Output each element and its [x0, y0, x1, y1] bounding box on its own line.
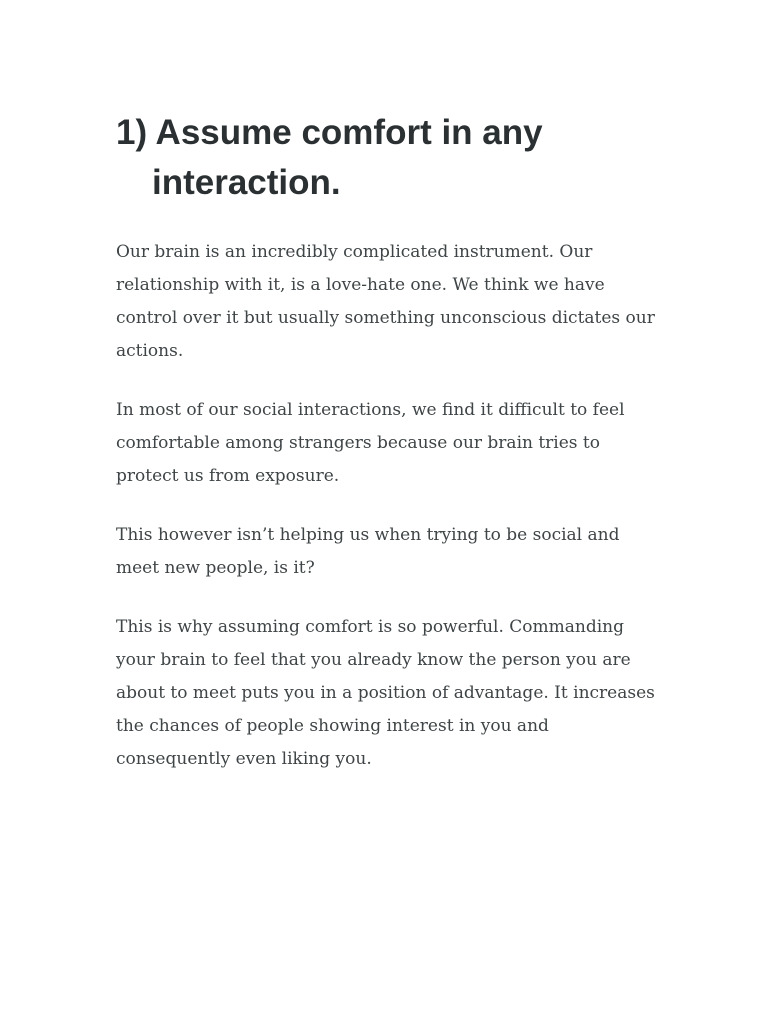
- section-heading: 1) Assume comfort in any interaction.: [116, 113, 543, 202]
- paragraph-3: This however isn’t helping us when trying to be social and meet new people, is it?: [116, 525, 620, 578]
- paragraph-2: In most of our social interactions, we find it difficult to feel comfortable among strangers because our brain tries to protect us from exposure.: [116, 400, 625, 486]
- paragraph-1: Our brain is an incredibly complicated instrument. Our relationship with it, is a love-hate one. We think we have control over it but usually something unconscious dictates our actions.: [116, 242, 655, 361]
- paragraph-4: This is why assuming comfort is so powerful. Commanding your brain to feel that you already know the person you are about to meet puts you in a position of advantage. It increases the chances of people showing interest in you and consequently even liking you.: [116, 617, 655, 769]
